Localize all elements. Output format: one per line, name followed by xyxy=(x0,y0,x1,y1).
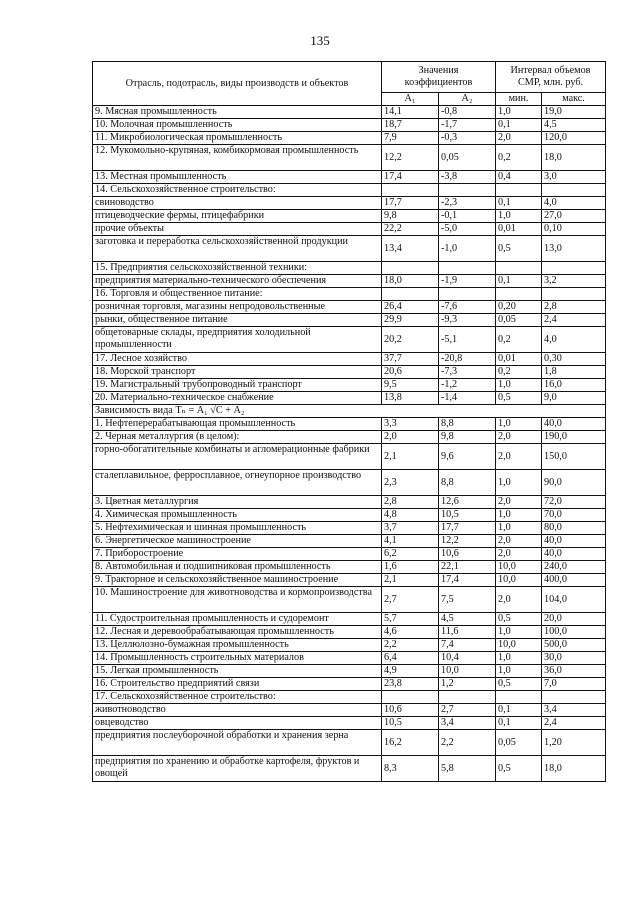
table-row xyxy=(93,756,606,782)
cell-min: 1,0 xyxy=(496,106,542,119)
table-row xyxy=(93,470,606,496)
row-name: 3. Цветная металлургия xyxy=(93,496,382,509)
table-row xyxy=(93,639,606,652)
cell-a2: -1,0 xyxy=(439,236,496,262)
cell-min xyxy=(496,691,542,704)
table-row xyxy=(93,197,606,210)
cell-max xyxy=(542,184,606,197)
row-name: сталеплавильное, ферросплавное, огнеупорное производство xyxy=(93,470,382,496)
column-header-coefficients: Значения коэффициентов xyxy=(382,62,496,93)
cell-a1: 6,4 xyxy=(382,652,439,665)
header-row-1 xyxy=(93,62,606,93)
cell-a1: 17,4 xyxy=(382,171,439,184)
cell-max: 3,4 xyxy=(542,704,606,717)
cell-max: 18,0 xyxy=(542,756,606,782)
cell-min: 1,0 xyxy=(496,418,542,431)
cell-min: 2,0 xyxy=(496,132,542,145)
table-row xyxy=(93,327,606,353)
cell-min: 0,05 xyxy=(496,730,542,756)
column-header-a1: А₁ xyxy=(382,93,439,106)
cell-min: 0,5 xyxy=(496,678,542,691)
row-name: заготовка и переработка сельскохозяйственной продукции xyxy=(93,236,382,262)
cell-a2: 4,5 xyxy=(439,613,496,626)
cell-a2: -20,8 xyxy=(439,353,496,366)
cell-a2: 2,7 xyxy=(439,704,496,717)
table-row xyxy=(93,561,606,574)
cell-a1: 16,2 xyxy=(382,730,439,756)
row-name: 19. Магистральный трубопроводный транспорт xyxy=(93,379,382,392)
row-name: 9. Мясная промышленность xyxy=(93,106,382,119)
cell-a2: -2,3 xyxy=(439,197,496,210)
cell-max: 0,30 xyxy=(542,353,606,366)
cell-a2: 0,05 xyxy=(439,145,496,171)
row-name: 8. Автомобильная и подшипниковая промышленность xyxy=(93,561,382,574)
table-row xyxy=(93,405,606,418)
cell-max: 9,0 xyxy=(542,392,606,405)
cell-max: 4,0 xyxy=(542,197,606,210)
cell-a1 xyxy=(382,262,439,275)
row-name: 14. Сельскохозяйственное строительство: xyxy=(93,184,382,197)
cell-a1: 3,3 xyxy=(382,418,439,431)
table-row xyxy=(93,392,606,405)
cell-a1: 4,6 xyxy=(382,626,439,639)
table-row xyxy=(93,366,606,379)
cell-max: 3,2 xyxy=(542,275,606,288)
cell-min: 2,0 xyxy=(496,444,542,470)
row-name: 12. Лесная и деревообрабатывающая промышленность xyxy=(93,626,382,639)
cell-a1: 2,1 xyxy=(382,574,439,587)
cell-a2: -5,1 xyxy=(439,327,496,353)
cell-a2: -7,3 xyxy=(439,366,496,379)
cell-min: 0,1 xyxy=(496,275,542,288)
cell-a2: -5,0 xyxy=(439,223,496,236)
cell-min: 2,0 xyxy=(496,431,542,444)
cell-min: 0,1 xyxy=(496,197,542,210)
cell-max: 1,8 xyxy=(542,366,606,379)
cell-min: 1,0 xyxy=(496,522,542,535)
table-row xyxy=(93,704,606,717)
cell-a2: 11,6 xyxy=(439,626,496,639)
row-name: 14. Промышленность строительных материалов xyxy=(93,652,382,665)
table-row xyxy=(93,613,606,626)
table-row xyxy=(93,431,606,444)
table-row xyxy=(93,236,606,262)
cell-min: 1,0 xyxy=(496,626,542,639)
cell-a2 xyxy=(439,288,496,301)
cell-min xyxy=(496,184,542,197)
cell-min: 1,0 xyxy=(496,509,542,522)
table-row xyxy=(93,301,606,314)
table-row xyxy=(93,145,606,171)
table-row xyxy=(93,223,606,236)
cell-a1: 8,3 xyxy=(382,756,439,782)
cell-a1: 7,9 xyxy=(382,132,439,145)
cell-min: 1,0 xyxy=(496,470,542,496)
cell-a1: 23,8 xyxy=(382,678,439,691)
row-name: предприятия материально-технического обеспечения xyxy=(93,275,382,288)
cell-max: 240,0 xyxy=(542,561,606,574)
cell-a2: -3,8 xyxy=(439,171,496,184)
cell-min: 1,0 xyxy=(496,379,542,392)
cell-a2 xyxy=(439,184,496,197)
cell-max: 400,0 xyxy=(542,574,606,587)
cell-max: 40,0 xyxy=(542,535,606,548)
cell-a1: 13,8 xyxy=(382,392,439,405)
table-row xyxy=(93,119,606,132)
cell-a1: 4,1 xyxy=(382,535,439,548)
row-name: горно-обогатительные комбинаты и агломерационные фабрики xyxy=(93,444,382,470)
cell-a1: 2,2 xyxy=(382,639,439,652)
cell-a1: 20,2 xyxy=(382,327,439,353)
row-name: общетоварные склады, предприятия холодильной промышленности xyxy=(93,327,382,353)
cell-max: 80,0 xyxy=(542,522,606,535)
cell-a2: -1,2 xyxy=(439,379,496,392)
cell-a1: 18,7 xyxy=(382,119,439,132)
cell-a1: 37,7 xyxy=(382,353,439,366)
row-name: 16. Строительство предприятий связи xyxy=(93,678,382,691)
cell-min: 10,0 xyxy=(496,639,542,652)
cell-max: 18,0 xyxy=(542,145,606,171)
cell-max: 90,0 xyxy=(542,470,606,496)
cell-a2: 12,2 xyxy=(439,535,496,548)
cell-min: 0,2 xyxy=(496,327,542,353)
cell-a1: 10,6 xyxy=(382,704,439,717)
row-name: 13. Местная промышленность xyxy=(93,171,382,184)
table-row xyxy=(93,444,606,470)
table-row xyxy=(93,288,606,301)
cell-a2 xyxy=(439,691,496,704)
cell-max: 70,0 xyxy=(542,509,606,522)
column-header-a2: А₂ xyxy=(439,93,496,106)
cell-max: 19,0 xyxy=(542,106,606,119)
cell-a2: -0,8 xyxy=(439,106,496,119)
cell-min: 0,01 xyxy=(496,223,542,236)
table-row xyxy=(93,717,606,730)
coefficients-table xyxy=(92,61,606,782)
cell-max: 40,0 xyxy=(542,548,606,561)
cell-a1 xyxy=(382,691,439,704)
row-name: прочие объекты xyxy=(93,223,382,236)
row-name: розничная торговля, магазины непродовольственные xyxy=(93,301,382,314)
cell-min: 0,2 xyxy=(496,366,542,379)
cell-max: 27,0 xyxy=(542,210,606,223)
table-row xyxy=(93,262,606,275)
table-row xyxy=(93,314,606,327)
cell-min: 0,1 xyxy=(496,704,542,717)
table-row xyxy=(93,665,606,678)
table-row xyxy=(93,730,606,756)
row-name: овцеводство xyxy=(93,717,382,730)
cell-a2: -1,4 xyxy=(439,392,496,405)
cell-a2: 17,4 xyxy=(439,574,496,587)
table-row xyxy=(93,678,606,691)
cell-max: 2,4 xyxy=(542,314,606,327)
cell-min: 0,1 xyxy=(496,119,542,132)
cell-a2: -0,1 xyxy=(439,210,496,223)
cell-a2: -0,3 xyxy=(439,132,496,145)
cell-max: 120,0 xyxy=(542,132,606,145)
table-row xyxy=(93,691,606,704)
cell-a1: 14,1 xyxy=(382,106,439,119)
table-row xyxy=(93,548,606,561)
cell-max: 4,5 xyxy=(542,119,606,132)
table-row xyxy=(93,171,606,184)
row-name: 4. Химическая промышленность xyxy=(93,509,382,522)
cell-a2: -7,6 xyxy=(439,301,496,314)
table-row xyxy=(93,587,606,613)
cell-min: 0,4 xyxy=(496,171,542,184)
cell-max: 2,4 xyxy=(542,717,606,730)
cell-max: 150,0 xyxy=(542,444,606,470)
row-name: 17. Лесное хозяйство xyxy=(93,353,382,366)
table-row xyxy=(93,652,606,665)
cell-min: 2,0 xyxy=(496,535,542,548)
cell-a2: 22,1 xyxy=(439,561,496,574)
cell-max: 7,0 xyxy=(542,678,606,691)
table-row xyxy=(93,535,606,548)
row-name: 13. Целлюлозно-бумажная промышленность xyxy=(93,639,382,652)
cell-a1: 4,8 xyxy=(382,509,439,522)
cell-a2 xyxy=(439,262,496,275)
cell-a2: 2,2 xyxy=(439,730,496,756)
cell-max: 100,0 xyxy=(542,626,606,639)
table-row xyxy=(93,626,606,639)
cell-a1: 2,0 xyxy=(382,431,439,444)
table-row xyxy=(93,574,606,587)
cell-max: 104,0 xyxy=(542,587,606,613)
cell-min xyxy=(496,288,542,301)
cell-max xyxy=(542,691,606,704)
cell-a1: 2,1 xyxy=(382,444,439,470)
cell-a2: 9,6 xyxy=(439,444,496,470)
cell-max xyxy=(542,288,606,301)
cell-a2: 9,8 xyxy=(439,431,496,444)
cell-max: 2,8 xyxy=(542,301,606,314)
row-name: 11. Микробиологическая промышленность xyxy=(93,132,382,145)
cell-min: 10,0 xyxy=(496,574,542,587)
cell-max: 40,0 xyxy=(542,418,606,431)
cell-a1 xyxy=(382,184,439,197)
cell-min: 0,5 xyxy=(496,613,542,626)
cell-max: 3,0 xyxy=(542,171,606,184)
cell-a1: 18,0 xyxy=(382,275,439,288)
row-name: 6. Энергетическое машиностроение xyxy=(93,535,382,548)
cell-min: 0,2 xyxy=(496,145,542,171)
cell-a1: 9,8 xyxy=(382,210,439,223)
cell-a2: 1,2 xyxy=(439,678,496,691)
cell-a1 xyxy=(382,288,439,301)
cell-a1: 12,2 xyxy=(382,145,439,171)
row-name: 15. Легкая промышленность xyxy=(93,665,382,678)
row-name: 18. Морской транспорт xyxy=(93,366,382,379)
cell-a2: 3,4 xyxy=(439,717,496,730)
row-name: 15. Предприятия сельскохозяйственной техники: xyxy=(93,262,382,275)
cell-a2: 12,6 xyxy=(439,496,496,509)
cell-a1: 13,4 xyxy=(382,236,439,262)
cell-a2: -1,7 xyxy=(439,119,496,132)
cell-max: 500,0 xyxy=(542,639,606,652)
cell-min: 0,05 xyxy=(496,314,542,327)
row-name: 20. Материально-техническое снабжение xyxy=(93,392,382,405)
cell-min: 10,0 xyxy=(496,561,542,574)
cell-max: 13,0 xyxy=(542,236,606,262)
cell-a2: 5,8 xyxy=(439,756,496,782)
cell-max: 16,0 xyxy=(542,379,606,392)
column-header-name: Отрасль, подотрасль, виды производств и объектов xyxy=(93,62,382,106)
row-name: 10. Машиностроение для животноводства и кормопроизводства xyxy=(93,587,382,613)
cell-min: 0,5 xyxy=(496,236,542,262)
table-row xyxy=(93,184,606,197)
cell-a2: 8,8 xyxy=(439,418,496,431)
cell-a1: 22,2 xyxy=(382,223,439,236)
cell-a2: 17,7 xyxy=(439,522,496,535)
cell-max: 72,0 xyxy=(542,496,606,509)
column-header-max: макс. xyxy=(542,93,606,106)
row-name: 10. Молочная промышленность xyxy=(93,119,382,132)
row-name: 12. Мукомольно-крупяная, комбикормовая промышленность xyxy=(93,145,382,171)
cell-a1: 6,2 xyxy=(382,548,439,561)
cell-max: 190,0 xyxy=(542,431,606,444)
section-heading: Зависимость вида Тₙ = А₁ √С + А₂ xyxy=(93,405,606,418)
cell-min: 0,1 xyxy=(496,717,542,730)
cell-a1: 5,7 xyxy=(382,613,439,626)
row-name: 1. Нефтеперерабатывающая промышленность xyxy=(93,418,382,431)
column-header-min: мин. xyxy=(496,93,542,106)
cell-max: 20,0 xyxy=(542,613,606,626)
cell-a1: 4,9 xyxy=(382,665,439,678)
cell-min: 2,0 xyxy=(496,587,542,613)
row-name: животноводство xyxy=(93,704,382,717)
cell-min: 1,0 xyxy=(496,652,542,665)
cell-a1: 26,4 xyxy=(382,301,439,314)
table-row xyxy=(93,210,606,223)
cell-max xyxy=(542,262,606,275)
cell-max: 4,0 xyxy=(542,327,606,353)
cell-a2: 8,8 xyxy=(439,470,496,496)
row-name: свиноводство xyxy=(93,197,382,210)
table-row xyxy=(93,132,606,145)
cell-a2: -1,9 xyxy=(439,275,496,288)
cell-a2: 7,4 xyxy=(439,639,496,652)
cell-a1: 29,9 xyxy=(382,314,439,327)
cell-min: 2,0 xyxy=(496,548,542,561)
cell-a1: 2,3 xyxy=(382,470,439,496)
row-name: 16. Торговля и общественное питание: xyxy=(93,288,382,301)
cell-a1: 2,7 xyxy=(382,587,439,613)
cell-a1: 2,8 xyxy=(382,496,439,509)
cell-max: 0,10 xyxy=(542,223,606,236)
row-name: 11. Судостроительная промышленность и судоремонт xyxy=(93,613,382,626)
cell-max: 1,20 xyxy=(542,730,606,756)
cell-a2: 7,5 xyxy=(439,587,496,613)
cell-a1: 3,7 xyxy=(382,522,439,535)
table-row xyxy=(93,496,606,509)
table-row xyxy=(93,522,606,535)
cell-a1: 10,5 xyxy=(382,717,439,730)
table-body xyxy=(93,106,606,782)
table-row xyxy=(93,509,606,522)
cell-min: 1,0 xyxy=(496,210,542,223)
cell-max: 36,0 xyxy=(542,665,606,678)
cell-a2: 10,5 xyxy=(439,509,496,522)
cell-min xyxy=(496,262,542,275)
cell-a1: 20,6 xyxy=(382,366,439,379)
row-name: предприятия по хранению и обработке картофеля, фруктов и овощей xyxy=(93,756,382,782)
cell-a1: 17,7 xyxy=(382,197,439,210)
table-row xyxy=(93,106,606,119)
cell-a2: 10,0 xyxy=(439,665,496,678)
table-row xyxy=(93,275,606,288)
cell-min: 0,01 xyxy=(496,353,542,366)
cell-a1: 1,6 xyxy=(382,561,439,574)
cell-min: 1,0 xyxy=(496,665,542,678)
row-name: 5. Нефтехимическая и шинная промышленность xyxy=(93,522,382,535)
cell-min: 0,5 xyxy=(496,756,542,782)
table-row xyxy=(93,353,606,366)
cell-a2: 10,4 xyxy=(439,652,496,665)
cell-min: 0,5 xyxy=(496,392,542,405)
cell-a2: 10,6 xyxy=(439,548,496,561)
cell-max: 30,0 xyxy=(542,652,606,665)
row-name: рынки, общественное питание xyxy=(93,314,382,327)
cell-a1: 9,5 xyxy=(382,379,439,392)
page-number: 135 xyxy=(310,33,330,48)
row-name: 17. Сельскохозяйственное строительство: xyxy=(93,691,382,704)
row-name: птицеводческие фермы, птицефабрики xyxy=(93,210,382,223)
cell-a2: -9,3 xyxy=(439,314,496,327)
table-row xyxy=(93,379,606,392)
cell-min: 0,20 xyxy=(496,301,542,314)
cell-min: 2,0 xyxy=(496,496,542,509)
column-header-interval: Интервал объемов СМР, млн. руб. xyxy=(496,62,606,93)
row-name: предприятия послеуборочной обработки и хранения зерна xyxy=(93,730,382,756)
row-name: 2. Черная металлургия (в целом): xyxy=(93,431,382,444)
row-name: 9. Тракторное и сельскохозяйственное машиностроение xyxy=(93,574,382,587)
table-row xyxy=(93,418,606,431)
row-name: 7. Приборостроение xyxy=(93,548,382,561)
